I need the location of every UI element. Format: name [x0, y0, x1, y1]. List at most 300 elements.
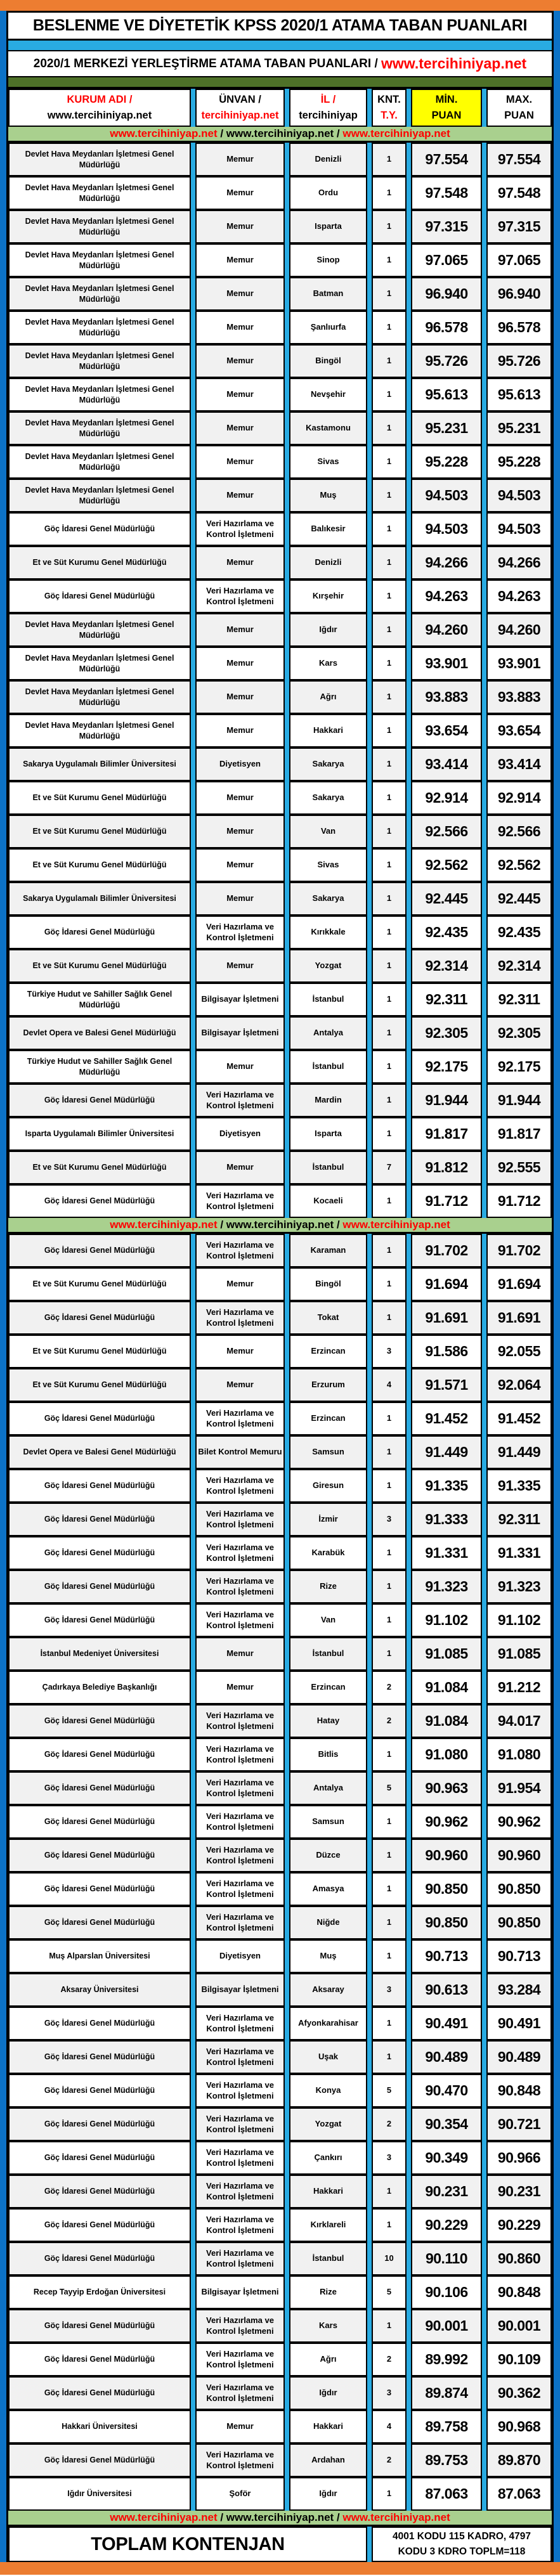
cell-il: Denizli [289, 546, 367, 579]
cell-min: 90.231 [411, 2175, 482, 2208]
table-row [8, 2410, 552, 2443]
cell-unvan: Veri Hazırlama ve Kontrol İşletmeni [195, 1906, 285, 1939]
cell-min: 90.489 [411, 2040, 482, 2074]
table-row [8, 680, 552, 714]
col-header-min [411, 89, 482, 127]
cell-knt: 4 [372, 2410, 407, 2443]
col-header-il-url: tercihiniyap [299, 110, 358, 121]
cell-min: 97.548 [411, 176, 482, 210]
cell-il: Amasya [289, 1872, 367, 1906]
table-row [8, 311, 552, 344]
cell-kurum: Devlet Hava Meydanları İşletmesi Genel Müdürlüğü [8, 714, 191, 748]
cell-unvan: Memur [195, 1368, 285, 1402]
cell-min: 90.613 [411, 1973, 482, 2007]
cell-max: 90.362 [486, 2376, 552, 2410]
cell-knt: 1 [372, 1084, 407, 1117]
cell-kurum: Iğdır Üniversitesi [8, 2477, 191, 2511]
cell-kurum: Devlet Hava Meydanları İşletmesi Genel Müdürlüğü [8, 143, 191, 176]
cell-kurum: Göç İdaresi Genel Müdürlüğü [8, 2376, 191, 2410]
cell-kurum: Göç İdaresi Genel Müdürlüğü [8, 2141, 191, 2175]
cell-kurum: Türkiye Hudut ve Sahiller Sağlık Genel Müdürlüğü [8, 1050, 191, 1084]
table-row [8, 1267, 552, 1301]
cell-unvan: Veri Hazırlama ve Kontrol İşletmeni [195, 512, 285, 546]
cell-unvan: Veri Hazırlama ve Kontrol İşletmeni [195, 1872, 285, 1906]
banner-url: www.tercihiniyap.net [226, 2511, 334, 2523]
cell-kurum: Et ve Süt Kurumu Genel Müdürlüğü [8, 546, 191, 579]
cell-unvan: Veri Hazırlama ve Kontrol İşletmeni [195, 1184, 285, 1218]
table-row [8, 949, 552, 983]
cell-kurum: Et ve Süt Kurumu Genel Müdürlüğü [8, 1151, 191, 1184]
cell-unvan: Bilgisayar İşletmeni [195, 1973, 285, 2007]
table-row [8, 1234, 552, 1267]
cell-max: 93.901 [486, 647, 552, 680]
table-row [8, 1503, 552, 1536]
cell-max: 90.962 [486, 1805, 552, 1839]
cell-kurum: Devlet Hava Meydanları İşletmesi Genel Müdürlüğü [8, 311, 191, 344]
cell-min: 91.084 [411, 1704, 482, 1738]
table-row [8, 2376, 552, 2410]
cell-knt: 1 [372, 613, 407, 647]
cell-kurum: Aksaray Üniversitesi [8, 1973, 191, 2007]
cell-max: 97.554 [486, 143, 552, 176]
table-row [8, 1050, 552, 1084]
cell-min: 94.503 [411, 479, 482, 512]
cell-il: Iğdır [289, 613, 367, 647]
cell-min: 92.914 [411, 781, 482, 815]
cell-min: 91.331 [411, 1536, 482, 1570]
cell-knt: 7 [372, 1151, 407, 1184]
cell-max: 91.085 [486, 1637, 552, 1671]
banner-separator: / [217, 1219, 226, 1231]
cell-kurum: Göç İdaresi Genel Müdürlüğü [8, 1234, 191, 1267]
cell-il: İstanbul [289, 1637, 367, 1671]
cell-unvan: Diyetisyen [195, 1117, 285, 1151]
cell-il: Konya [289, 2074, 367, 2107]
table-row [8, 143, 552, 176]
cell-unvan: Bilet Kontrol Memuru [195, 1435, 285, 1469]
cell-unvan: Veri Hazırlama ve Kontrol İşletmeni [195, 2107, 285, 2141]
cell-knt: 1 [372, 882, 407, 916]
cell-il: Giresun [289, 1469, 367, 1503]
cell-max: 91.702 [486, 1234, 552, 1267]
cell-unvan: Veri Hazırlama ve Kontrol İşletmeni [195, 1805, 285, 1839]
table-row [8, 714, 552, 748]
cell-min: 91.085 [411, 1637, 482, 1671]
cell-max: 92.305 [486, 1016, 552, 1050]
cell-il: Bingöl [289, 1267, 367, 1301]
cell-unvan: Memur [195, 1335, 285, 1368]
cell-il: Sakarya [289, 781, 367, 815]
cell-knt: 1 [372, 1570, 407, 1603]
cell-min: 92.566 [411, 815, 482, 848]
cell-knt: 1 [372, 1234, 407, 1267]
cell-unvan: Veri Hazırlama ve Kontrol İşletmeni [195, 2007, 285, 2040]
table-row [8, 1671, 552, 1704]
cell-kurum: Et ve Süt Kurumu Genel Müdürlüğü [8, 848, 191, 882]
col-header-max [486, 89, 552, 127]
cell-min: 94.263 [411, 579, 482, 613]
table-row [8, 579, 552, 613]
cell-kurum: Et ve Süt Kurumu Genel Müdürlüğü [8, 1267, 191, 1301]
col-header-max-label: MAX. [505, 94, 533, 106]
cell-kurum: Göç İdaresi Genel Müdürlüğü [8, 1301, 191, 1335]
cell-unvan: Memur [195, 445, 285, 479]
col-header-knt-label: KNT. [377, 94, 401, 106]
table-row [8, 2141, 552, 2175]
col-header-knt-sub: T.Y. [381, 110, 398, 121]
cell-unvan: Şoför [195, 2477, 285, 2511]
cell-kurum: Göç İdaresi Genel Müdürlüğü [8, 1184, 191, 1218]
cell-il: Ağrı [289, 2343, 367, 2376]
cell-unvan: Memur [195, 647, 285, 680]
cell-knt: 1 [372, 983, 407, 1016]
cell-knt: 10 [372, 2242, 407, 2275]
table-row [8, 512, 552, 546]
cell-max: 97.065 [486, 243, 552, 277]
cell-unvan: Memur [195, 613, 285, 647]
cell-knt: 1 [372, 411, 407, 445]
cell-unvan: Memur [195, 714, 285, 748]
banner-url: www.tercihiniyap.net [342, 2511, 450, 2523]
cell-unvan: Veri Hazırlama ve Kontrol İşletmeni [195, 2175, 285, 2208]
cell-knt: 1 [372, 781, 407, 815]
cell-unvan: Veri Hazırlama ve Kontrol İşletmeni [195, 1570, 285, 1603]
cell-il: Mardin [289, 1084, 367, 1117]
cell-min: 91.691 [411, 1301, 482, 1335]
cell-min: 89.992 [411, 2343, 482, 2376]
green-divider-bar [8, 77, 552, 89]
banner-separator: / [217, 127, 226, 139]
cell-il: Rize [289, 1570, 367, 1603]
cell-min: 91.333 [411, 1503, 482, 1536]
table-row [8, 1771, 552, 1805]
table-row [8, 1301, 552, 1335]
cell-il: Erzincan [289, 1335, 367, 1368]
cell-min: 91.817 [411, 1117, 482, 1151]
cell-unvan: Memur [195, 546, 285, 579]
promo-banner-top [8, 127, 552, 143]
subtitle-site-url: www.tercihiniyap.net [381, 55, 527, 72]
table-row [8, 1704, 552, 1738]
cell-knt: 3 [372, 1973, 407, 2007]
cell-min: 91.449 [411, 1435, 482, 1469]
cell-unvan: Bilgisayar İşletmeni [195, 1016, 285, 1050]
banner-separator: / [334, 1219, 343, 1231]
cell-knt: 1 [372, 949, 407, 983]
cell-il: Niğde [289, 1906, 367, 1939]
cell-kurum: Devlet Hava Meydanları İşletmesi Genel Müdürlüğü [8, 613, 191, 647]
table-row [8, 546, 552, 579]
banner-separator: / [217, 2511, 226, 2523]
cell-min: 91.323 [411, 1570, 482, 1603]
cell-knt: 1 [372, 445, 407, 479]
table-row [8, 748, 552, 781]
quota-summary [372, 2527, 552, 2562]
cell-unvan: Memur [195, 2410, 285, 2443]
cell-kurum: Et ve Süt Kurumu Genel Müdürlüğü [8, 1368, 191, 1402]
cell-il: Nevşehir [289, 378, 367, 411]
banner-url: www.tercihiniyap.net [110, 2511, 218, 2523]
table-row [8, 1839, 552, 1872]
cell-min: 90.713 [411, 1939, 482, 1973]
cell-il: Antalya [289, 1771, 367, 1805]
cell-kurum: Göç İdaresi Genel Müdürlüğü [8, 1839, 191, 1872]
cell-min: 96.940 [411, 277, 482, 311]
cell-unvan: Veri Hazırlama ve Kontrol İşletmeni [195, 2242, 285, 2275]
cell-max: 92.562 [486, 848, 552, 882]
table-row [8, 2107, 552, 2141]
cell-min: 92.562 [411, 848, 482, 882]
cell-il: Sivas [289, 445, 367, 479]
promo-banner-bottom [8, 2511, 552, 2527]
cell-unvan: Memur [195, 1637, 285, 1671]
cell-knt: 1 [372, 1805, 407, 1839]
cell-max: 90.231 [486, 2175, 552, 2208]
cell-knt: 1 [372, 748, 407, 781]
cell-max: 92.311 [486, 1503, 552, 1536]
cell-max: 94.260 [486, 613, 552, 647]
cell-il: Uşak [289, 2040, 367, 2074]
banner-url: www.tercihiniyap.net [342, 1219, 450, 1231]
cell-min: 91.452 [411, 1402, 482, 1435]
col-header-il [289, 89, 367, 127]
cell-knt: 1 [372, 815, 407, 848]
cell-min: 97.315 [411, 210, 482, 243]
cell-kurum: Göç İdaresi Genel Müdürlüğü [8, 2343, 191, 2376]
cell-max: 90.721 [486, 2107, 552, 2141]
table-row [8, 781, 552, 815]
cell-min: 90.470 [411, 2074, 482, 2107]
cell-knt: 1 [372, 1301, 407, 1335]
cell-unvan: Memur [195, 210, 285, 243]
table-row [8, 1335, 552, 1368]
cell-il: Muş [289, 479, 367, 512]
cell-il: Kars [289, 647, 367, 680]
cell-knt: 1 [372, 2007, 407, 2040]
cell-max: 97.315 [486, 210, 552, 243]
cell-max: 91.944 [486, 1084, 552, 1117]
cell-kurum: Göç İdaresi Genel Müdürlüğü [8, 1603, 191, 1637]
subtitle-text: 2020/1 MERKEZİ YERLEŞTİRME ATAMA TABAN PUANLARI [33, 56, 372, 70]
cell-knt: 1 [372, 1939, 407, 1973]
cell-max: 91.323 [486, 1570, 552, 1603]
cell-knt: 1 [372, 1402, 407, 1435]
cell-il: Balıkesir [289, 512, 367, 546]
cell-il: Sakarya [289, 748, 367, 781]
cell-il: Hakkari [289, 2175, 367, 2208]
cell-max: 92.435 [486, 916, 552, 949]
banner-separator: / [334, 127, 343, 139]
cell-max: 90.713 [486, 1939, 552, 1973]
table-row [8, 1151, 552, 1184]
cell-max: 91.212 [486, 1671, 552, 1704]
cell-knt: 1 [372, 2208, 407, 2242]
cell-max: 92.445 [486, 882, 552, 916]
cell-min: 90.354 [411, 2107, 482, 2141]
cell-max: 91.712 [486, 1184, 552, 1218]
cell-il: Ordu [289, 176, 367, 210]
cell-max: 95.228 [486, 445, 552, 479]
cell-il: Samsun [289, 1805, 367, 1839]
table-row [8, 2275, 552, 2309]
cell-max: 91.449 [486, 1435, 552, 1469]
cell-knt: 1 [372, 1016, 407, 1050]
cell-max: 89.870 [486, 2443, 552, 2477]
cell-max: 92.055 [486, 1335, 552, 1368]
top-orange-bar [0, 0, 560, 11]
cell-unvan: Memur [195, 378, 285, 411]
table-row [8, 2343, 552, 2376]
table-row [8, 1637, 552, 1671]
cell-min: 94.503 [411, 512, 482, 546]
cell-kurum: Göç İdaresi Genel Müdürlüğü [8, 1503, 191, 1536]
cell-max: 92.555 [486, 1151, 552, 1184]
cell-kurum: Türkiye Hudut ve Sahiller Sağlık Genel Müdürlüğü [8, 983, 191, 1016]
cell-unvan: Veri Hazırlama ve Kontrol İşletmeni [195, 1503, 285, 1536]
col-header-knt [372, 89, 407, 127]
table-row [8, 378, 552, 411]
cell-max: 92.175 [486, 1050, 552, 1084]
cell-unvan: Veri Hazırlama ve Kontrol İşletmeni [195, 2074, 285, 2107]
cell-max: 94.263 [486, 579, 552, 613]
cell-max: 90.489 [486, 2040, 552, 2074]
table-row [8, 2007, 552, 2040]
cell-il: Aksaray [289, 1973, 367, 2007]
cell-kurum: Et ve Süt Kurumu Genel Müdürlüğü [8, 1335, 191, 1368]
cell-max: 90.848 [486, 2275, 552, 2309]
cell-il: Karaman [289, 1234, 367, 1267]
cell-il: İstanbul [289, 1050, 367, 1084]
cell-unvan: Veri Hazırlama ve Kontrol İşletmeni [195, 2343, 285, 2376]
table-row [8, 613, 552, 647]
table-row [8, 882, 552, 916]
cell-knt: 2 [372, 2107, 407, 2141]
cell-knt: 1 [372, 1738, 407, 1771]
cell-il: Samsun [289, 1435, 367, 1469]
cell-unvan: Memur [195, 1050, 285, 1084]
cell-unvan: Veri Hazırlama ve Kontrol İşletmeni [195, 2443, 285, 2477]
cell-kurum: Sakarya Uygulamalı Bilimler Üniversitesi [8, 882, 191, 916]
cell-kurum: Et ve Süt Kurumu Genel Müdürlüğü [8, 781, 191, 815]
cell-kurum: Isparta Uygulamalı Bilimler Üniversitesi [8, 1117, 191, 1151]
cell-kurum: Göç İdaresi Genel Müdürlüğü [8, 579, 191, 613]
cell-kurum: Devlet Hava Meydanları İşletmesi Genel Müdürlüğü [8, 680, 191, 714]
right-blue-border [554, 11, 560, 2562]
cell-il: Ağrı [289, 680, 367, 714]
promo-banner-mid [8, 1218, 552, 1234]
cell-max: 95.231 [486, 411, 552, 445]
banner-separator: / [334, 2511, 343, 2523]
cell-max: 91.691 [486, 1301, 552, 1335]
cell-kurum: İstanbul Medeniyet Üniversitesi [8, 1637, 191, 1671]
cell-min: 91.586 [411, 1335, 482, 1368]
cell-max: 92.914 [486, 781, 552, 815]
cell-kurum: Devlet Hava Meydanları İşletmesi Genel Müdürlüğü [8, 277, 191, 311]
table-row [8, 1184, 552, 1218]
col-header-kurum-url: www.tercihiniyap.net [47, 110, 152, 121]
banner-url: www.tercihiniyap.net [342, 127, 450, 139]
cell-unvan: Veri Hazırlama ve Kontrol İşletmeni [195, 1704, 285, 1738]
cell-kurum: Devlet Hava Meydanları İşletmesi Genel Müdürlüğü [8, 378, 191, 411]
cell-min: 92.311 [411, 983, 482, 1016]
table-row [8, 210, 552, 243]
cell-min: 92.305 [411, 1016, 482, 1050]
cell-min: 91.571 [411, 1368, 482, 1402]
cell-kurum: Devlet Hava Meydanları İşletmesi Genel Müdürlüğü [8, 243, 191, 277]
cell-unvan: Memur [195, 848, 285, 882]
cell-min: 91.694 [411, 1267, 482, 1301]
cell-knt: 1 [372, 344, 407, 378]
cell-kurum: Göç İdaresi Genel Müdürlüğü [8, 2208, 191, 2242]
cell-il: Yozgat [289, 949, 367, 983]
cell-il: Hatay [289, 1704, 367, 1738]
cell-knt: 1 [372, 2175, 407, 2208]
cell-max: 95.726 [486, 344, 552, 378]
col-header-min-sub: PUAN [431, 110, 462, 121]
cell-knt: 1 [372, 210, 407, 243]
cell-il: Isparta [289, 1117, 367, 1151]
cell-knt: 1 [372, 512, 407, 546]
cell-il: İstanbul [289, 2242, 367, 2275]
cell-kurum: Göç İdaresi Genel Müdürlüğü [8, 1469, 191, 1503]
table-row [8, 1469, 552, 1503]
table-row [8, 848, 552, 882]
subtitle-separator: / [371, 56, 382, 70]
cell-max: 90.860 [486, 2242, 552, 2275]
cell-min: 90.963 [411, 1771, 482, 1805]
cell-max: 92.314 [486, 949, 552, 983]
cell-min: 91.084 [411, 1671, 482, 1704]
cell-unvan: Veri Hazırlama ve Kontrol İşletmeni [195, 1603, 285, 1637]
total-quota-label: TOPLAM KONTENJAN [8, 2527, 367, 2562]
cell-kurum: Devlet Opera ve Balesi Genel Müdürlüğü [8, 1016, 191, 1050]
cell-unvan: Veri Hazırlama ve Kontrol İşletmeni [195, 1301, 285, 1335]
cell-min: 95.228 [411, 445, 482, 479]
cell-max: 91.335 [486, 1469, 552, 1503]
cell-il: İzmir [289, 1503, 367, 1536]
cell-knt: 1 [372, 1184, 407, 1218]
cell-unvan: Veri Hazırlama ve Kontrol İşletmeni [195, 1084, 285, 1117]
cell-knt: 3 [372, 1503, 407, 1536]
column-header-row [8, 89, 552, 127]
cell-kurum: Göç İdaresi Genel Müdürlüğü [8, 2107, 191, 2141]
table-row [8, 2309, 552, 2343]
bottom-orange-bar [0, 2562, 560, 2575]
cell-max: 94.017 [486, 1704, 552, 1738]
cell-knt: 1 [372, 1637, 407, 1671]
cell-knt: 1 [372, 546, 407, 579]
cell-max: 96.940 [486, 277, 552, 311]
cell-min: 89.753 [411, 2443, 482, 2477]
cell-kurum: Göç İdaresi Genel Müdürlüğü [8, 1402, 191, 1435]
cell-unvan: Memur [195, 311, 285, 344]
cell-unvan: Memur [195, 781, 285, 815]
cell-knt: 1 [372, 2477, 407, 2511]
cell-unvan: Veri Hazırlama ve Kontrol İşletmeni [195, 916, 285, 949]
cell-kurum: Göç İdaresi Genel Müdürlüğü [8, 1805, 191, 1839]
cell-il: Kocaeli [289, 1184, 367, 1218]
cell-unvan: Veri Hazırlama ve Kontrol İşletmeni [195, 1771, 285, 1805]
cell-unvan: Memur [195, 949, 285, 983]
cell-knt: 1 [372, 378, 407, 411]
cell-il: Van [289, 815, 367, 848]
table-row [8, 243, 552, 277]
cell-knt: 3 [372, 1335, 407, 1368]
cell-kurum: Çadırkaya Belediye Başkanlığı [8, 1671, 191, 1704]
cell-max: 90.001 [486, 2309, 552, 2343]
cell-min: 94.266 [411, 546, 482, 579]
cell-min: 89.758 [411, 2410, 482, 2443]
